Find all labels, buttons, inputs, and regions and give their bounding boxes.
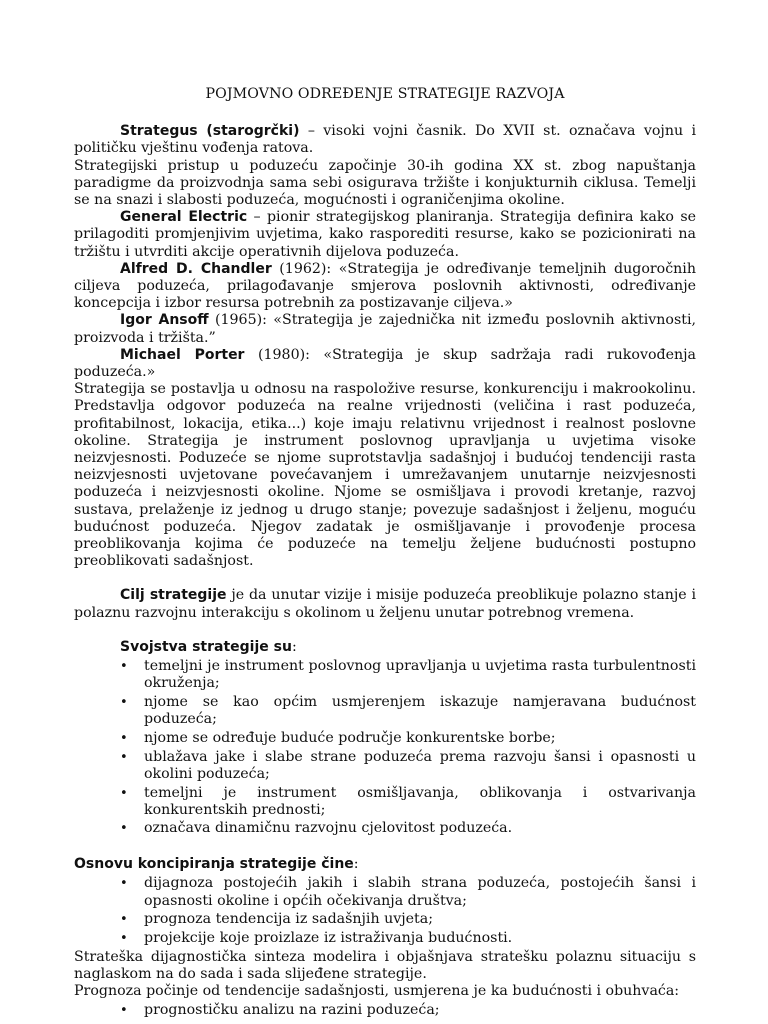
spacer — [74, 839, 696, 856]
bullet-icon: • — [120, 659, 128, 675]
prognoza-list — [74, 1002, 696, 1019]
osnovu-heading-label: Osnovu koncipiranja strategije čine — [74, 856, 354, 873]
term-cilj-strategije: Cilj strategije — [120, 587, 227, 604]
paragraph-text: – visoki vojni časnik. Do XVII st. označava vojnu i političku vještinu vođenja ratova. — [74, 123, 696, 157]
osnovu-heading-colon: : — [353, 856, 359, 873]
osnovu-list — [74, 875, 696, 947]
list-item — [120, 820, 696, 837]
paragraph-prognoza: Prognoza počinje od tendencije sadašnjosti, usmjerena je ka budućnosti i obuhvaća: — [74, 983, 680, 1000]
list-item — [120, 729, 696, 747]
paragraph-text: (1980): «Strategija je skup sadržaja radi rukovođenja poduzeća.» — [74, 346, 696, 381]
bullet-icon: • — [120, 749, 128, 765]
paragraph-strategija-postavlja: Strategija se postavlja u odnosu na raspoložive resurse, konkurenciju i makrookolinu. Predstavlja odgovor poduzeća na realne vrijednosti (veličina i rast poduzeća, profitabilnost, lokacija, etika...) koje imaju relativnu vrijednost i realnost poslovne okoline. Strategija je instrument poslovnog upravljanja u uvjetima visoke neizvjesnosti. Poduzeće se njome suprotstavlja sadašnjoj i budućoj tendenciji rasta neizvjesnosti uvjetovane povećavanjem i umrežavanjem unutarnje neizvjesnosti poduzeća i neizvjesnosti okoline. Njome se osmišljava i provodi kretanje, razvoj sustava, prelaženje iz jednog u drugo stanje; povezuje sadašnjost i željenu, moguću budućnost poduzeća. Njegov zadatak je osmišljavanje i provođenje procesa preoblikovanja kojima će poduzeće na temelju željene budućnosti postupno preoblikovati sadašnjost. — [74, 381, 696, 570]
list-item — [120, 929, 696, 947]
list-item-text: označava dinamičnu razvojnu cjelovitost poduzeća. — [144, 820, 513, 837]
list-item-text: temeljni je instrument poslovnog upravljanja u uvjetima rasta turbulentnosti okruženja; — [144, 658, 696, 692]
spacer — [74, 622, 696, 639]
bullet-icon: • — [120, 785, 128, 801]
list-item-text: projekcije koje proizlaze iz istraživanja budućnosti. — [144, 929, 513, 946]
svojstva-heading-label: Svojstva strategije su — [120, 638, 292, 655]
list-item — [120, 694, 696, 728]
term-chandler: Alfred D. Chandler — [120, 260, 272, 277]
paragraph-chandler — [74, 261, 696, 313]
bullet-icon: • — [120, 695, 128, 710]
list-item-text: njome se određuje buduće područje konkurentske borbe; — [144, 729, 556, 746]
paragraph-text: – pionir strategijskog planiranja. Strategija definira kako se prilagoditi promjenjivim uvjetima, kako rasporediti resurse, kako se pozicionirati na tržištu i utvrditi akcije operativnih dijelova poduzeća. — [74, 209, 696, 260]
paragraph-strategus — [74, 123, 696, 157]
bullet-icon: • — [120, 821, 128, 837]
list-item-text: njome se kao općim usmjerenjem iskazuje namjeravana budućnost poduzeća; — [144, 694, 696, 728]
list-item-text: prognostičku analizu na razini poduzeća; — [144, 1002, 440, 1019]
paragraph-ansoff — [74, 312, 696, 346]
term-general-electric: General Electric — [120, 209, 248, 226]
bullet-icon: • — [120, 912, 128, 928]
term-strategus: Strategus (starogrčki) — [120, 123, 300, 140]
list-item-text: ublažava jake i slabe strane poduzeća prema razvoju šansi i opasnosti u okolini poduzeća; — [144, 748, 696, 782]
list-item — [120, 658, 696, 692]
paragraph-strateska-dijagnosticka: Strateška dijagnostička sinteza modelira i objašnjava stratešku polaznu situaciju s naglaskom na do sada i sada slijeđene strategije. — [74, 948, 696, 982]
list-item-text: prognoza tendencija iz sadašnjih uvjeta; — [144, 911, 434, 928]
bullet-icon: • — [120, 730, 128, 746]
paragraph-text: (1965): «Strategija je zajednička nit između poslovnih aktivnosti, proizvoda i tržišta.” — [74, 312, 696, 346]
list-item — [120, 1002, 696, 1019]
svojstva-list — [74, 658, 696, 838]
term-porter: Michael Porter — [120, 346, 245, 363]
svojstva-heading-colon: : — [291, 638, 297, 655]
list-item — [120, 911, 696, 928]
bullet-icon: • — [120, 930, 128, 946]
list-item — [120, 875, 696, 909]
bullet-icon: • — [120, 876, 128, 892]
paragraph-general-electric — [74, 209, 696, 261]
list-item-text: dijagnoza postojećih jakih i slabih strana poduzeća, postojećih šansi i opasnosti okoline i općih očekivanja društva; — [144, 875, 696, 909]
svojstva-heading — [74, 639, 696, 656]
list-item-text: temeljni je instrument osmišljavanja, oblikovanja i ostvarivanja konkurentskih prednosti; — [144, 784, 696, 818]
paragraph-text: (1962): «Strategija je određivanje temeljnih dugoročnih ciljeva poduzeća, prilagođavanje smjerova poslovnih aktivnosti, određivanje koncepcija i izbor resursa potrebnih za postizavanje ciljeva.» — [74, 260, 696, 312]
paragraph-cilj-strategije — [74, 587, 696, 621]
osnovu-heading — [74, 856, 696, 873]
document-page — [74, 86, 696, 1021]
list-item — [120, 748, 696, 783]
bullet-icon: • — [120, 1003, 128, 1019]
paragraph-porter — [74, 347, 696, 381]
document-title: POJMOVNO ODREĐENJE STRATEGIJE RAZVOJA — [205, 86, 565, 102]
spacer — [74, 570, 696, 587]
list-item — [120, 784, 696, 819]
paragraph-strategijski-pristup: Strategijski pristup u poduzeću započinje 30-ih godina XX st. zbog napuštanja paradigme da proizvodnja sama sebi osigurava tržište i konjukturnih ciklusa. Temelji se na snazi i slabosti poduzeća, mogućnosti i ograničenjima okoline. — [74, 157, 696, 209]
term-ansoff: Igor Ansoff — [120, 312, 209, 329]
paragraph-text: je da unutar vizije i misije poduzeća preoblikuje polazno stanje i polaznu razvojnu interakciju s okolinom u željenu unutar potrebnog vremena. — [74, 587, 696, 621]
